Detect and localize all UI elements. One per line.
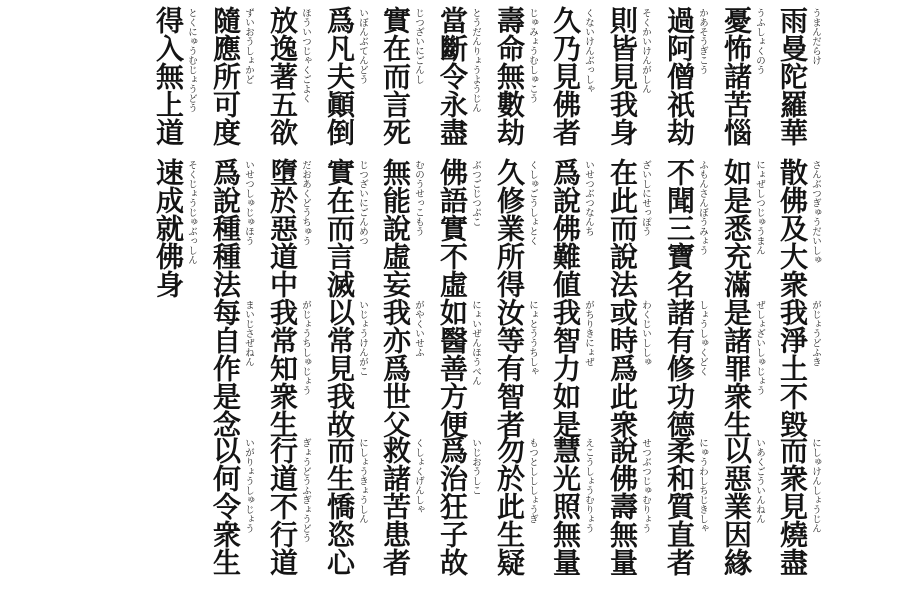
verse-text: 如是悉充滿: [720, 158, 753, 298]
verse: [205, 436, 269, 576]
verse-text: 爲凡夫顚倒: [323, 6, 356, 146]
furigana-reading: がやくいせふ: [413, 300, 424, 357]
verse-text: 我智力如是: [549, 298, 582, 438]
verse-text: 而生憍恣心: [323, 436, 356, 576]
verse-text: 爲說種種法: [209, 158, 242, 298]
furigana-reading: にしゅけんしょうじん: [810, 438, 821, 533]
verse: [659, 158, 723, 298]
furigana-reading: にょいぜんほうべん: [470, 300, 481, 386]
verse-column-11: [205, 0, 269, 592]
verse: [602, 436, 666, 576]
verse: [375, 298, 439, 438]
verse: [148, 6, 212, 146]
verse-text: 壽命無數劫: [493, 6, 526, 146]
verse-text: 隨應所可度: [209, 6, 242, 146]
verse-text: 在此而說法: [606, 158, 639, 298]
furigana-reading: くないけんぶっしゃ: [583, 8, 594, 94]
verse: [772, 298, 836, 438]
verse-text: 或時爲此衆: [606, 298, 639, 438]
furigana-reading: そくかいけんがしん: [640, 8, 651, 94]
furigana-reading: しょうしゅくどく: [697, 300, 708, 376]
furigana-reading: さんぶつぎゅうだいしゅ: [810, 160, 821, 265]
verse: [716, 6, 780, 146]
verse-text: 我亦爲世父: [379, 298, 412, 438]
furigana-reading: せつぶつじゅむりょう: [640, 438, 651, 533]
verse: [602, 298, 666, 438]
verse-text: 如醫善方便: [436, 298, 469, 438]
verse-text: 爲治狂子故: [436, 436, 469, 576]
verse-text: 行道不行道: [266, 436, 299, 576]
furigana-reading: いあくごういんねん: [754, 438, 765, 524]
verse: [319, 436, 383, 576]
verse: [319, 298, 383, 438]
furigana-reading: くしゅごうしょとく: [527, 160, 538, 246]
verse-column-1: [772, 0, 836, 592]
verse: [659, 6, 723, 146]
furigana-reading: もつとしししょうぎ: [527, 438, 538, 524]
verse-text: 以惡業因緣: [720, 436, 753, 576]
verse: [148, 298, 212, 416]
verse: [375, 158, 439, 298]
verse-text: 當斷令永盡: [436, 6, 469, 146]
verse-text: 無能說虛妄: [379, 158, 412, 298]
verse-text: 以常見我故: [323, 298, 356, 438]
furigana-reading: じゅみょうむしゅこう: [527, 8, 538, 103]
furigana-reading: そくじょうじゅぶっしん: [186, 160, 197, 265]
verse-text: 我常知衆生: [266, 298, 299, 438]
furigana-reading: えこうしょうむりょう: [583, 438, 594, 533]
furigana-reading: ぶつごじつぷこ: [470, 160, 481, 227]
verse-text: 雨曼陀羅華: [776, 6, 809, 146]
verse-text: 勿於此生疑: [493, 436, 526, 576]
verse: [262, 436, 326, 576]
verse: [262, 298, 326, 438]
verse-text: 諸有修功德: [663, 298, 696, 438]
verse-column-10: [262, 0, 326, 592]
verse-text: 柔和質直者: [663, 436, 696, 576]
furigana-reading: とくにゅうむじょうどう: [186, 8, 197, 113]
verse-text: 救諸苦患者: [379, 436, 412, 576]
verse-text: 久乃見佛者: [549, 6, 582, 146]
verse-text: 憂怖諸苦惱: [720, 6, 753, 146]
verse: [262, 158, 326, 298]
verse-column-5: [545, 0, 609, 592]
furigana-reading: ぎょうどうふぎょうどう: [300, 438, 311, 543]
verse-column-7: [432, 0, 496, 592]
verse: [772, 436, 836, 576]
verse-text: 我淨土不毀: [776, 298, 809, 438]
verse: [772, 6, 836, 146]
furigana-reading: いせつしゅじゅほう: [243, 160, 254, 246]
furigana-reading: いじょうけんがこ: [357, 300, 368, 376]
verse: [148, 158, 212, 298]
verse-text: 得入無上道: [152, 6, 185, 146]
furigana-reading: かあそうぎこう: [697, 8, 708, 75]
verse: [489, 6, 553, 146]
verse-text: 慧光照無量: [549, 436, 582, 576]
verse: [602, 158, 666, 298]
verse: [262, 6, 326, 146]
furigana-reading: うふしょくのう: [754, 8, 765, 75]
verse-text: 汝等有智者: [493, 298, 526, 438]
verse-column-6: [489, 0, 553, 592]
verse: [375, 436, 439, 576]
verse-text: 散佛及大衆: [776, 158, 809, 298]
verse-text: 是諸罪衆生: [720, 298, 753, 438]
furigana-reading: とうだんりょうようじん: [470, 8, 481, 113]
furigana-reading: じつざいにごんし: [413, 8, 424, 84]
verse: [319, 6, 383, 146]
verse: [659, 436, 723, 576]
verse: [489, 298, 553, 438]
furigana-reading: にゅうわしちじきしゃ: [697, 438, 708, 533]
verse: [545, 6, 609, 146]
verse: [205, 158, 269, 298]
furigana-reading: がじょうどふき: [810, 300, 821, 367]
verse: [432, 436, 496, 576]
furigana-reading: じつざいにごんめつ: [357, 160, 368, 246]
verse: [716, 436, 780, 576]
furigana-reading: ふもんさんぼうみょう: [697, 160, 708, 255]
verse-text: 說佛壽無量: [606, 436, 639, 576]
furigana-reading: わくじいししゅ: [640, 300, 651, 367]
verse: [148, 436, 212, 554]
furigana-reading: いぼんぶてんどう: [357, 8, 368, 84]
verse-text: 實在而言滅: [323, 158, 356, 298]
verse-column-3: [659, 0, 723, 592]
furigana-reading: くしょくげんしゃ: [413, 438, 424, 514]
verse-text: 實在而言死: [379, 6, 412, 146]
furigana-reading: ほういつじゃくごよく: [300, 8, 311, 103]
furigana-reading: だおあくどうちゅう: [300, 160, 311, 246]
furigana-reading: にょぜしつじゅうまん: [754, 160, 765, 255]
verse: [205, 6, 269, 146]
verse-text: 爲說佛難値: [549, 158, 582, 298]
furigana-reading: ぜしょざいしゅじょう: [754, 300, 765, 395]
verse-text: 速成就佛身: [152, 158, 185, 298]
verse-column-4: [602, 0, 666, 592]
furigana-reading: いせつぶつなんち: [583, 160, 594, 236]
verse-text: 而衆見燒盡: [776, 436, 809, 576]
verse: [489, 436, 553, 576]
furigana-reading: まいじさぜねん: [243, 300, 254, 367]
verse: [432, 6, 496, 146]
verse: [602, 6, 666, 146]
verse-text: 則皆見我身: [606, 6, 639, 146]
furigana-reading: がちりきにょぜ: [583, 300, 594, 367]
verse: [716, 158, 780, 298]
furigana-reading: ずいおうしょかど: [243, 8, 254, 84]
verse: [489, 158, 553, 298]
verse: [432, 158, 496, 298]
furigana-reading: いがりょうしゅじょう: [243, 438, 254, 533]
furigana-reading: うまんだらけ: [810, 8, 821, 65]
verse: [319, 158, 383, 298]
verse: [772, 158, 836, 298]
verse-text: 不聞三寶名: [663, 158, 696, 298]
verse-column-2: [716, 0, 780, 592]
verse-column-12: [148, 0, 212, 592]
furigana-reading: ざいしにせっぽう: [640, 160, 651, 236]
verse: [716, 298, 780, 438]
verse-column-9: [319, 0, 383, 592]
furigana-reading: むのうせっこもう: [413, 160, 424, 236]
verse: [545, 298, 609, 438]
verse: [545, 436, 609, 576]
verse: [205, 298, 269, 438]
verse-text: 墮於惡道中: [266, 158, 299, 298]
furigana-reading: がじょうちしゅじょう: [300, 300, 311, 395]
verse-column-8: [375, 0, 439, 592]
verse: [375, 6, 439, 146]
furigana-reading: いじおうしこ: [470, 438, 481, 495]
verse-text: 佛語實不虛: [436, 158, 469, 298]
verse: [432, 298, 496, 438]
verse-text: 放逸著五欲: [266, 6, 299, 146]
verse: [659, 298, 723, 438]
verse-text: 以何令衆生: [209, 436, 242, 576]
furigana-reading: にょとううちしゃ: [527, 300, 538, 376]
verse-text: 每自作是念: [209, 298, 242, 438]
verse-text: 過阿僧祇劫: [663, 6, 696, 146]
verse-text: 久修業所得: [493, 158, 526, 298]
verse: [545, 158, 609, 298]
furigana-reading: にしょうきょうしん: [357, 438, 368, 524]
